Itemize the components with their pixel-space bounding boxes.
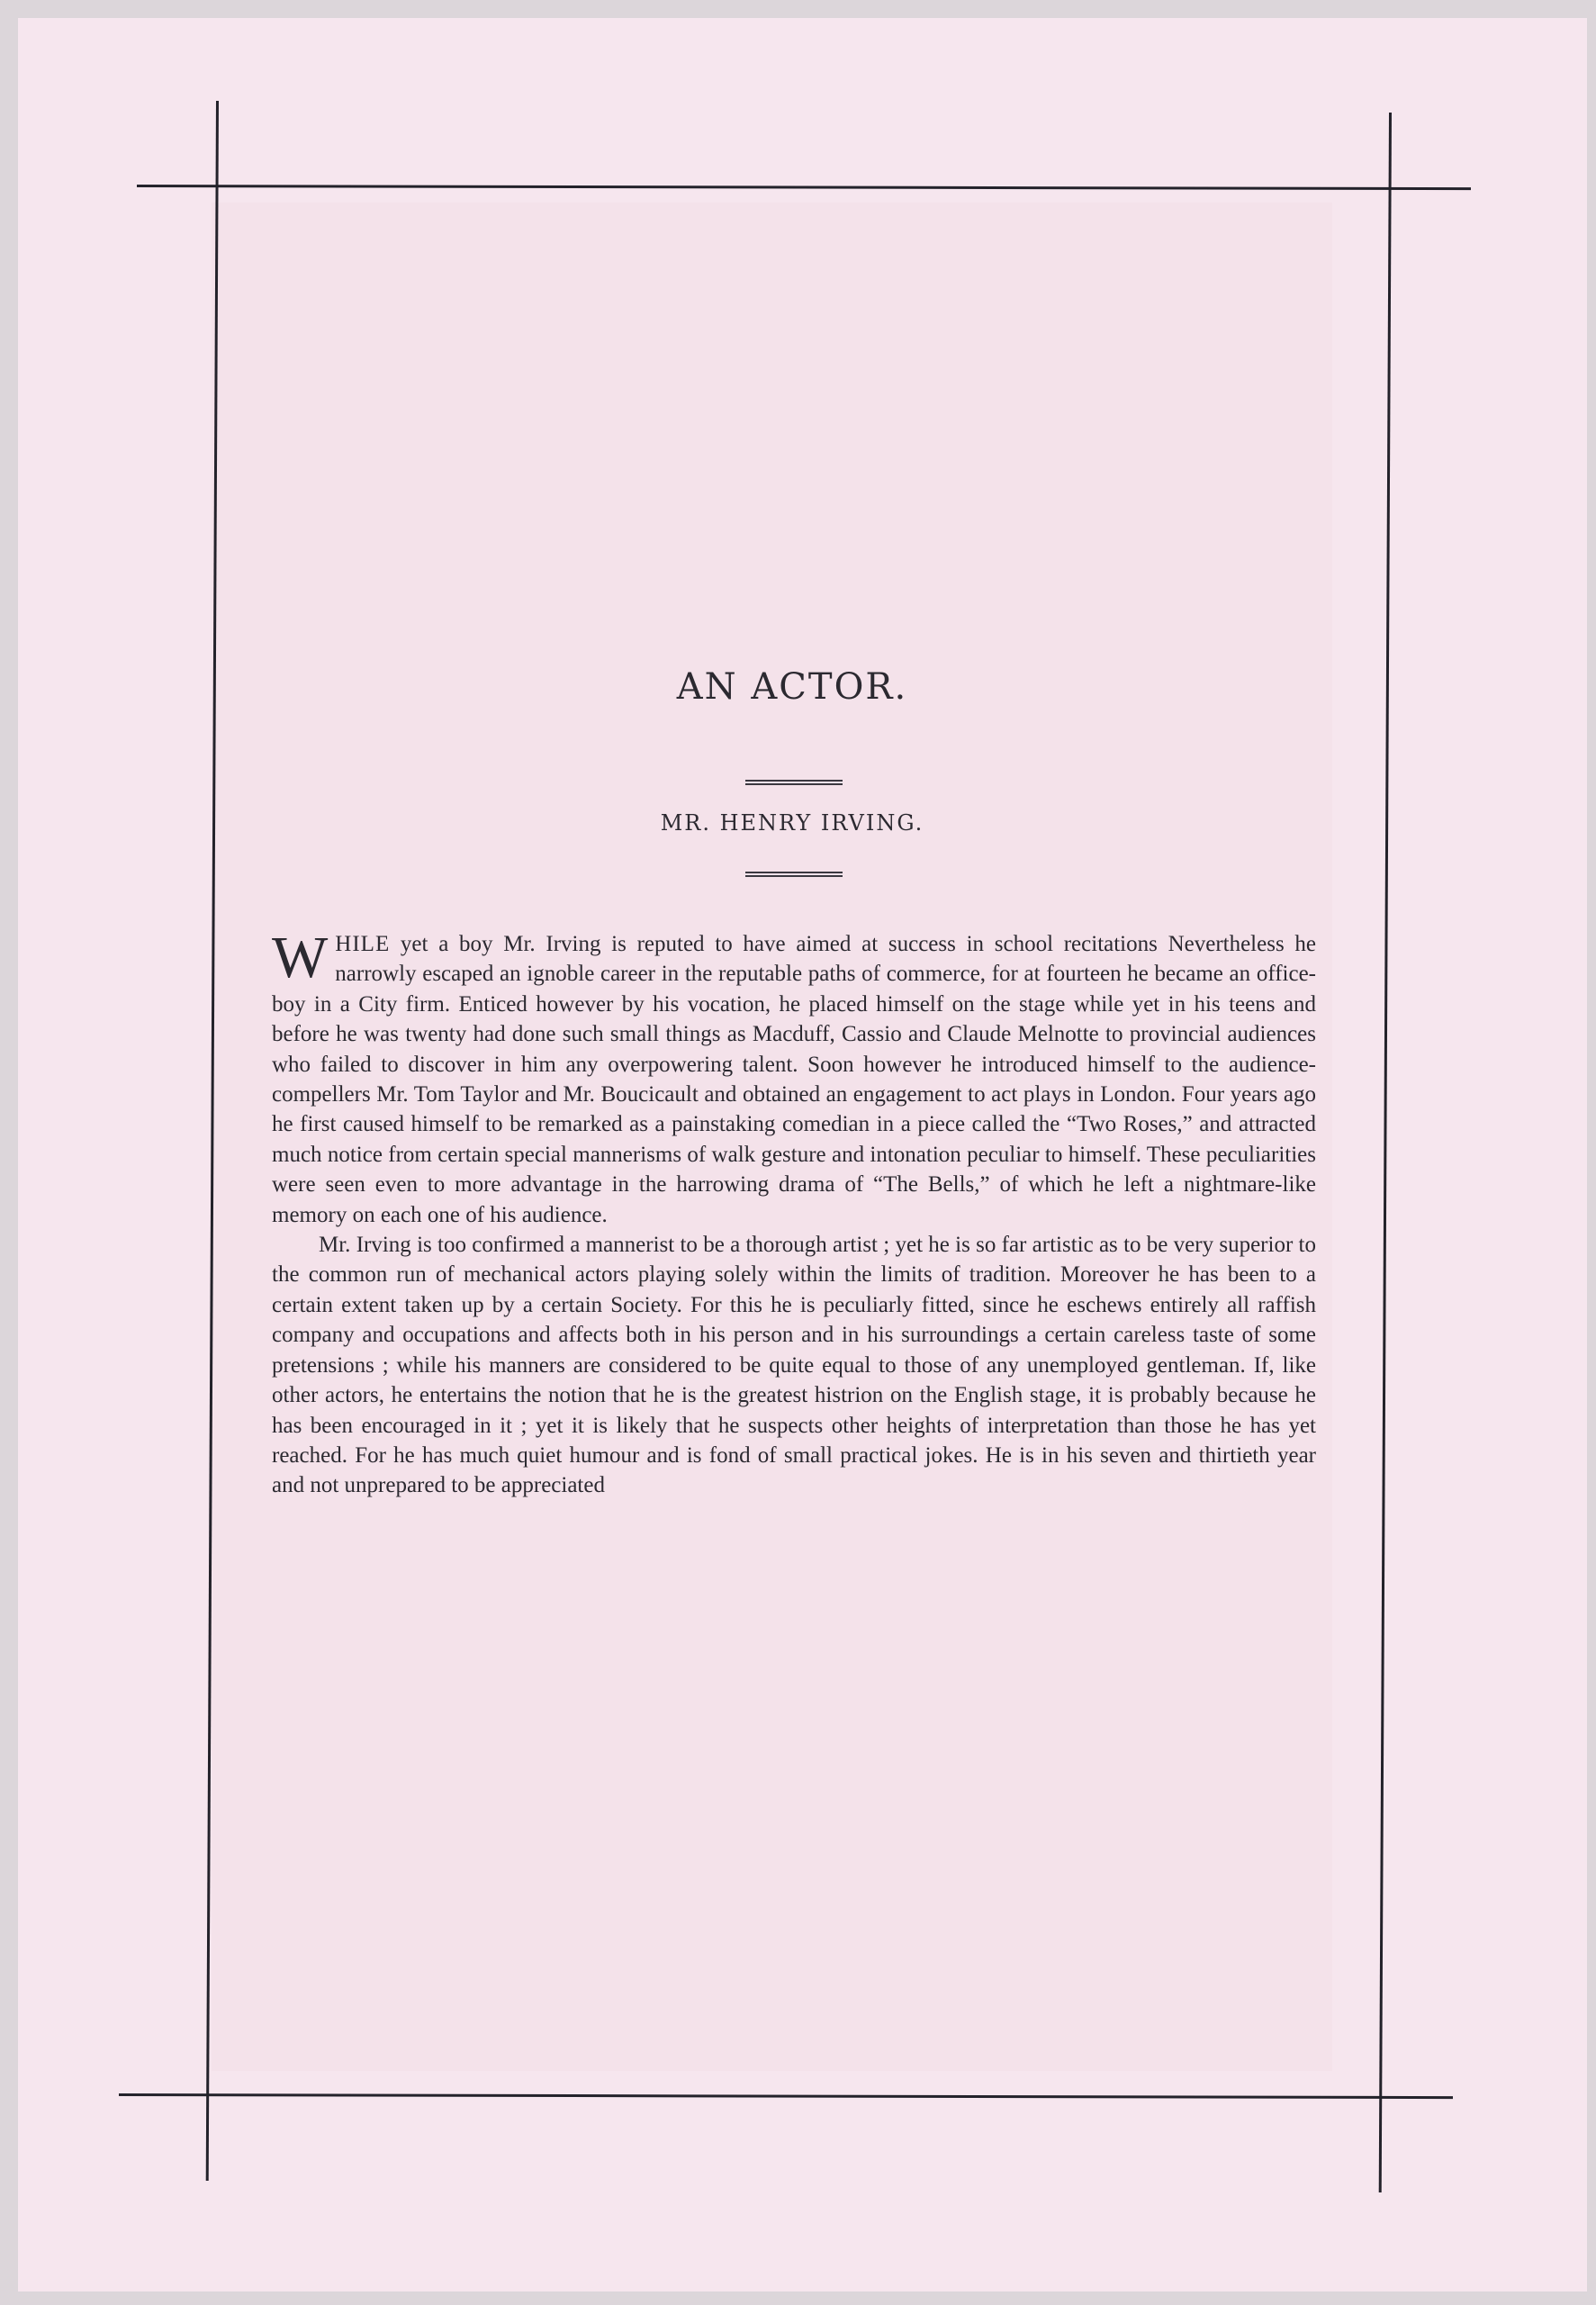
article-title: AN ACTOR. xyxy=(676,666,908,708)
article-body xyxy=(272,925,1316,1501)
paragraph-2: Mr. Irving is too confirmed a mannerist to be a thorough artist ; yet he is so far artistic as to be very superior to the common run of mechanical actors playing solely within the limits of tradition. Moreover he has been to a certain extent taken up by a certain Society. For this he is peculiarly fitted, since he eschews entirely all raffish company and occupations and affects both in his person and in his surroundings a certain careless taste of some pretensions ; while his manners are considered to be quite equal to those of any unemployed gentleman. If, like other actors, he entertains the notion that he is the greatest histrion on the English stage, it is probably because he has been encouraged in it ; yet it is likely that he suspects other heights of interpretation than those he has yet reached. For he has much quiet humour and is fond of small practical jokes. He is in his seven and thirtieth year and not unprepared to be appreciated xyxy=(272,1233,1316,1498)
title-divider xyxy=(745,780,843,785)
paragraph-1-text: yet a boy Mr. Irving is reputed to have aimed at success in school recitations Nevertheless he narrowly escaped an ignoble career in the reputable paths of commerce, for at fourteen he became an office-boy in a City firm. Enticed however by his vocation, he placed himself on the stage while yet in his teens and before he was twenty had done such small things as Macduff, Cassio and Claude Melnotte to provincial audiences who failed to discover in him any overpowering talent. Soon however he introduced himself to the audience-compellers Mr. Tom Taylor and Mr. Boucicault and obtained an engagement to act plays in London. Four years ago he first caused himself to be remarked as a painstaking comedian in a piece called the “Two Roses,” and attracted much notice from certain special mannerisms of walk gesture and intonation peculiar to himself. These peculiarities were seen even to more advantage in the harrowing drama of “The Bells,” of which he left a nightmare-like memory on each one of his audience. xyxy=(272,932,1316,1227)
subtitle-divider xyxy=(745,872,843,877)
paragraph-1 xyxy=(272,925,1316,1230)
lead-small-caps: HILE xyxy=(335,932,391,956)
article-subtitle: MR. HENRY IRVING. xyxy=(660,810,924,836)
drop-cap-letter: W xyxy=(272,925,329,990)
